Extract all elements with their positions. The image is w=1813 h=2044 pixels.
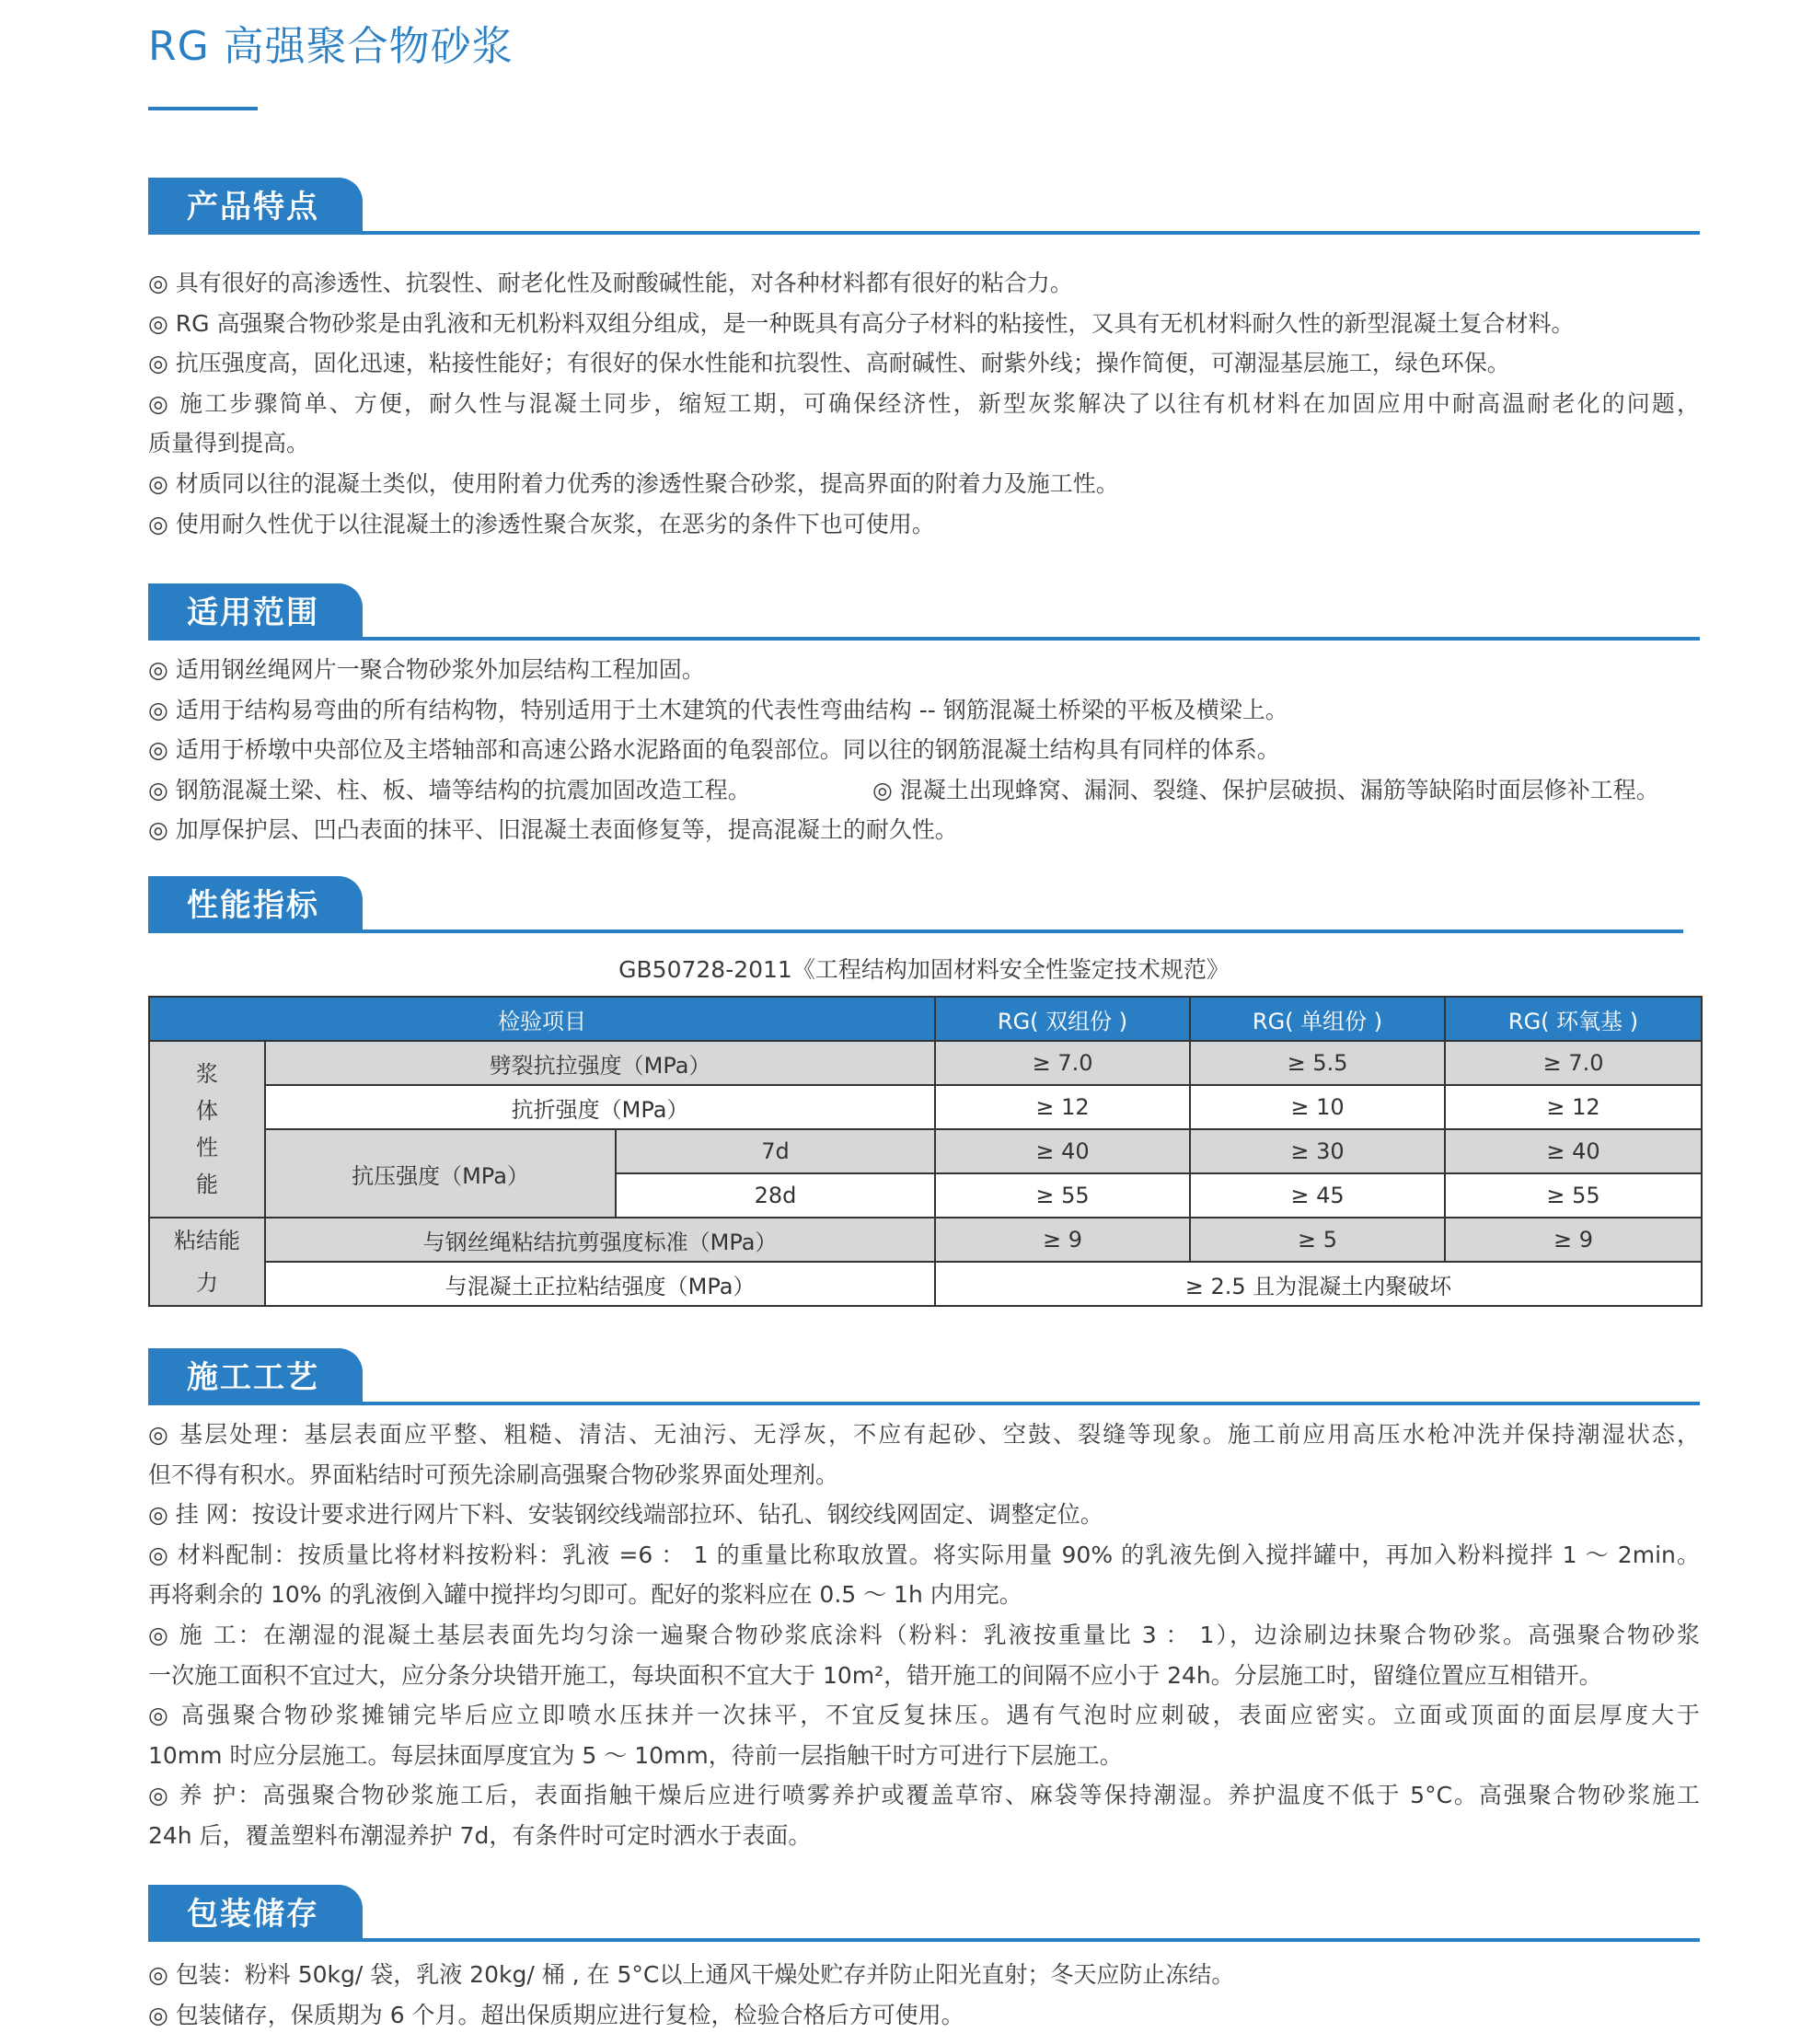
- page-title: RG 高强聚合物砂浆: [148, 23, 514, 70]
- list-item-line: ◎ 加厚保护层、凹凸表面的抹平、旧混凝土表面修复等，提高混凝土的耐久性。: [148, 816, 958, 844]
- cell-value: ≥ 10: [1190, 1085, 1445, 1129]
- list-item: [148, 1495, 1700, 1535]
- bullet-list: [148, 1955, 1700, 2035]
- list-item-line: ◎ 施工步骤简单、方便，耐久性与混凝土同步，缩短工期，可确保经济性，新型灰浆解决了以往有机材料在加固应用中耐高温耐老化的问题，: [148, 389, 1700, 417]
- list-item-line: ◎ 材料配制：按质量比将材料按粉料：乳液 =6 ： 1 的重量比称取放置。将实际用量 90% 的乳液先倒入搅拌罐中，再加入粉料搅拌 1 ～ 2min。: [148, 1541, 1700, 1568]
- section-header: [148, 178, 1700, 233]
- cell-value: ≥ 5: [1190, 1218, 1445, 1262]
- header-epoxy: RG( 环氧基 ): [1445, 997, 1702, 1041]
- sub-label-7d: 7d: [616, 1129, 935, 1173]
- list-item: [148, 1955, 1700, 1995]
- header-one-component: RG( 单组份 ): [1190, 997, 1445, 1041]
- section-rule: [148, 930, 1683, 933]
- section-features: [148, 178, 1700, 544]
- list-item: [148, 263, 1700, 304]
- row-label: 与混凝土正拉粘结强度（MPa）: [265, 1262, 935, 1306]
- section-header: [148, 1348, 1700, 1403]
- cell-value: ≥ 55: [1445, 1173, 1702, 1218]
- section-packaging: [148, 1885, 1700, 2035]
- title-underline: [148, 107, 258, 110]
- list-item-line: 但不得有积水。界面粘结时可预先涂刷高强聚合物砂浆界面处理剂。: [148, 1461, 839, 1488]
- cell-value: ≥ 55: [935, 1173, 1190, 1218]
- cell-value: ≥ 9: [935, 1218, 1190, 1262]
- list-item-line: ◎ 包装储存，保质期为 6 个月。超出保质期应进行复检，检验合格后方可使用。: [148, 2001, 964, 2028]
- list-item-line: ◎ 具有很好的高渗透性、抗裂性、耐老化性及耐酸碱性能，对各种材料都有很好的粘合力。: [148, 270, 1073, 296]
- section-performance: [148, 876, 1700, 931]
- section-heading: 适用范围: [148, 583, 363, 639]
- section-header: [148, 876, 1700, 931]
- table-row: [149, 1262, 1702, 1306]
- cell-value: ≥ 12: [935, 1085, 1190, 1129]
- list-item-line: 一次施工面积不宜过大，应分条分块错开施工，每块面积不宜大于 10m²，错开施工的间隔不应小于 24h。分层施工时，留缝位置应互相错开。: [148, 1661, 1602, 1689]
- group-bond-capacity: 粘结能力: [149, 1218, 265, 1306]
- section-construction: [148, 1348, 1700, 1856]
- list-item: [148, 770, 1700, 811]
- row-label: 抗压强度（MPa）: [265, 1129, 616, 1218]
- list-item-line: 10mm 时应分层施工。每层抹面厚度宜为 5 ～ 10mm，待前一层指触干时方可进行下层施工。: [148, 1741, 1123, 1769]
- table-header-row: [149, 997, 1702, 1041]
- list-item: [148, 464, 1700, 504]
- section-rule: [148, 1402, 1700, 1405]
- list-item: [148, 384, 1700, 464]
- list-item: [148, 1775, 1700, 1855]
- cell-value: ≥ 40: [1445, 1129, 1702, 1173]
- list-item-line: 质量得到提高。: [148, 430, 310, 457]
- list-item: [148, 650, 1700, 690]
- cell-value: ≥ 12: [1445, 1085, 1702, 1129]
- cell-value-merged: ≥ 2.5 且为混凝土内聚破坏: [935, 1262, 1702, 1306]
- cell-value: ≥ 7.0: [1445, 1041, 1702, 1085]
- list-item-line: ◎ 适用于桥墩中央部位及主塔轴部和高速公路水泥路面的龟裂部位。同以往的钢筋混凝土结构具有同样的体系。: [148, 736, 1280, 764]
- list-item: [148, 1415, 1700, 1495]
- section-heading: 产品特点: [148, 178, 363, 233]
- cell-value: ≥ 5.5: [1190, 1041, 1445, 1085]
- header-test-item: 检验项目: [149, 997, 935, 1041]
- cell-value: ≥ 45: [1190, 1173, 1445, 1218]
- list-item-line: ◎ 基层处理：基层表面应平整、粗糙、清洁、无油污、无浮灰，不应有起砂、空鼓、裂缝等现象。施工前应用高压水枪冲洗并保持潮湿状态，: [148, 1421, 1700, 1448]
- list-item-line: ◎ 适用于结构易弯曲的所有结构物，特别适用于土木建筑的代表性弯曲结构 -- 钢筋混凝土桥梁的平板及横梁上。: [148, 696, 1288, 723]
- row-label: 与钢丝绳粘结抗剪强度标准（MPa）: [265, 1218, 935, 1262]
- list-item-line: 24h 后，覆盖塑料布潮湿养护 7d，有条件时可定时洒水于表面。: [148, 1821, 812, 1849]
- list-item-line: ◎ 包装：粉料 50kg/ 袋，乳液 20kg/ 桶 , 在 5°C以上通风干燥处贮存并防止阳光直射；冬天应防止冻结。: [148, 1961, 1235, 1988]
- list-item: [148, 304, 1700, 344]
- list-item-line: ◎ 抗压强度高，固化迅速，粘接性能好；有很好的保水性能和抗裂性、高耐碱性、耐紫外线；操作简便，可潮湿基层施工，绿色环保。: [148, 350, 1510, 377]
- list-item: [148, 1615, 1700, 1695]
- section-heading: 性能指标: [148, 876, 363, 931]
- row-label: 劈裂抗拉强度（MPa）: [265, 1041, 935, 1085]
- section-heading: 包装储存: [148, 1885, 363, 1940]
- cell-value: ≥ 7.0: [935, 1041, 1190, 1085]
- bullet-list: [148, 650, 1700, 850]
- header-two-component: RG( 双组份 ): [935, 997, 1190, 1041]
- list-item: [148, 343, 1700, 384]
- list-item-text: ◎ 钢筋混凝土梁、柱、板、墙等结构的抗震加固改造工程。: [148, 776, 751, 803]
- list-item-line: ◎ RG 高强聚合物砂浆是由乳液和无机粉料双组分组成，是一种既具有高分子材料的粘接性，又具有无机材料耐久性的新型混凝土复合材料。: [148, 309, 1575, 337]
- list-item: [148, 1995, 1700, 2036]
- list-item: [148, 730, 1700, 770]
- section-heading: 施工工艺: [148, 1348, 363, 1403]
- list-item-line: ◎ 适用钢丝绳网片一聚合物砂浆外加层结构工程加固。: [148, 656, 705, 683]
- bullet-list: [148, 263, 1700, 544]
- list-item: [148, 810, 1700, 850]
- list-item-line: 再将剩余的 10% 的乳液倒入罐中搅拌均匀即可。配好的浆料应在 0.5 ～ 1h 内用完。: [148, 1581, 1022, 1609]
- table-caption: GB50728-2011《工程结构加固材料安全性鉴定技术规范》: [618, 956, 1230, 983]
- cell-value: ≥ 30: [1190, 1129, 1445, 1173]
- list-item: [148, 690, 1700, 731]
- row-label: 抗折强度（MPa）: [265, 1085, 935, 1129]
- section-scope: [148, 583, 1700, 850]
- list-item: [148, 1695, 1700, 1775]
- bullet-list: [148, 1415, 1700, 1856]
- list-item-line: ◎ 养 护：高强聚合物砂浆施工后，表面指触干燥后应进行喷雾养护或覆盖草帘、麻袋等保持潮湿。养护温度不低于 5°C。高强聚合物砂浆施工: [148, 1782, 1700, 1809]
- list-item-pair: [148, 770, 1700, 811]
- section-rule: [148, 637, 1700, 641]
- performance-table: [148, 996, 1703, 1307]
- list-item-line: ◎ 使用耐久性优于以往混凝土的渗透性聚合灰浆，在恶劣的条件下也可使用。: [148, 510, 935, 537]
- table-row: [149, 1085, 1702, 1129]
- group-slurry-performance: 浆体性能: [149, 1041, 265, 1218]
- list-item: [148, 504, 1700, 545]
- section-header: [148, 1885, 1700, 1940]
- list-item-line: ◎ 挂 网：按设计要求进行网片下料、安装钢绞线端部拉环、钻孔、钢绞线网固定、调整定位。: [148, 1501, 1103, 1529]
- list-item-line: ◎ 施 工：在潮湿的混凝土基层表面先均匀涂一遍聚合物砂浆底涂料（粉料：乳液按重量比 3 ： 1），边涂刷边抹聚合物砂浆。高强聚合物砂浆: [148, 1621, 1700, 1648]
- cell-value: ≥ 9: [1445, 1218, 1702, 1262]
- section-header: [148, 583, 1700, 639]
- table-row: [149, 1041, 1702, 1085]
- list-item: [148, 1535, 1700, 1615]
- list-item-line: ◎ 材质同以往的混凝土类似，使用附着力优秀的渗透性聚合砂浆，提高界面的附着力及施工性。: [148, 469, 1119, 497]
- section-rule: [148, 231, 1700, 235]
- sub-label-28d: 28d: [616, 1173, 935, 1218]
- list-item-text: ◎ 混凝土出现蜂窝、漏洞、裂缝、保护层破损、漏筋等缺陷时面层修补工程。: [872, 776, 1659, 803]
- cell-value: ≥ 40: [935, 1129, 1190, 1173]
- section-rule: [148, 1938, 1700, 1942]
- list-item-line: ◎ 高强聚合物砂浆摊铺完毕后应立即喷水压抹并一次抹平，不宜反复抹压。遇有气泡时应刺破，表面应密实。立面或顶面的面层厚度大于: [148, 1702, 1700, 1729]
- table-row: [149, 1218, 1702, 1262]
- table-row: [149, 1129, 1702, 1173]
